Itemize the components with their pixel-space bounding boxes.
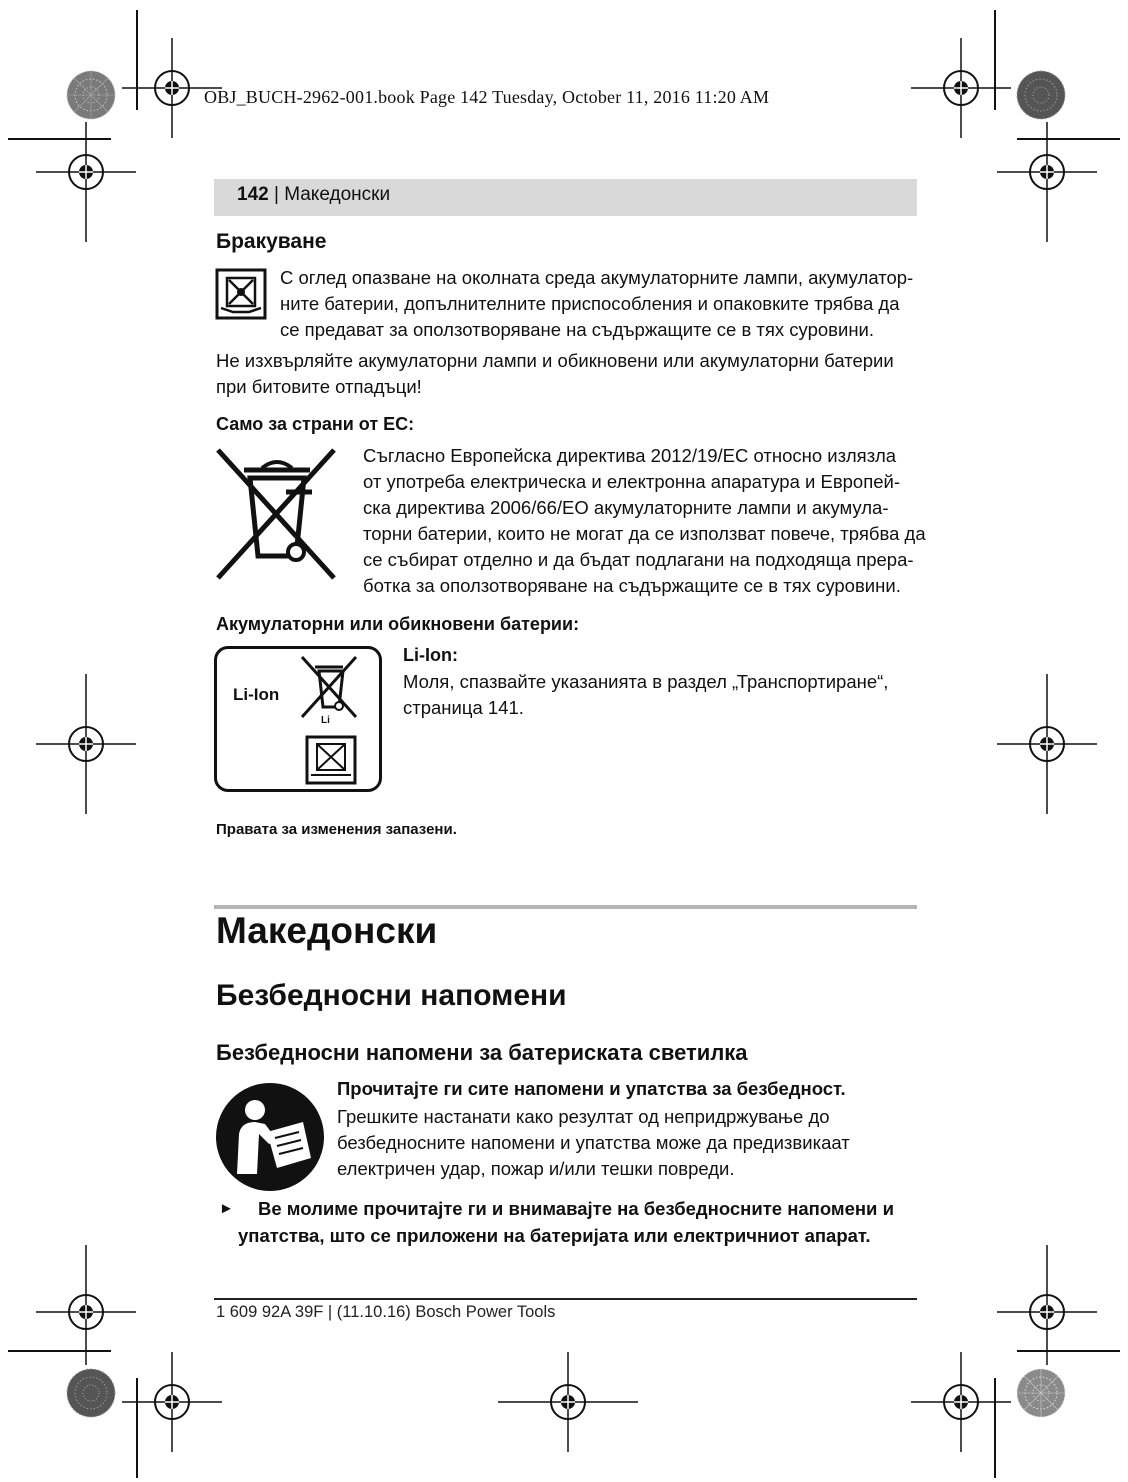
text-line: С оглед опазване на околната среда акумулаторните лампи, акумулатор- (280, 267, 914, 288)
text-line: Грешките настанати како резултат од непридржување до (337, 1106, 830, 1127)
footer-rule (214, 1298, 917, 1300)
battery-lamp-safety-heading: Безбедносни напомени за батериската светилка (216, 1040, 748, 1065)
text-line: безбедносните напомени и упатства може да предизвикаат (337, 1132, 850, 1153)
language-section-title: Македонски (216, 910, 438, 951)
recycle-packaging-icon (215, 268, 267, 320)
text-line: от употреба електрическа и електронна апаратура и Европей- (363, 471, 901, 492)
section-divider (214, 905, 917, 909)
li-ion-battery-disposal-icon (214, 646, 382, 792)
page-header-separator: | (268, 184, 285, 205)
registration-target-icon (997, 122, 1097, 242)
eu-directive-text (363, 443, 926, 599)
li-ion-title: Li-Ion: (403, 645, 458, 665)
disposal-heading: Бракуване (216, 230, 327, 253)
text-line: се събират отделно и да бъдат подлагани на подходяща прера- (363, 549, 914, 570)
text-line: Не изхвърляйте акумулаторни лампи и обикновени или акумулаторни батерии (216, 350, 894, 371)
recycle-packaging-small-icon (305, 735, 357, 785)
registration-target-icon (122, 1352, 222, 1452)
registration-target-icon (997, 674, 1097, 814)
text-line: страница 141. (403, 697, 524, 718)
bullet-arrow-icon: ► (219, 1200, 234, 1217)
color-calibration-rosette-icon (66, 70, 116, 120)
page-header (237, 184, 390, 206)
eu-only-heading: Само за страни от ЕС: (216, 414, 415, 434)
bullet-text-line-2: упатства, што се приложени на батеријата или електричниот апарат. (238, 1225, 871, 1246)
page-number: 142 (237, 184, 269, 205)
text-line: ска директива 2006/66/ЕО акумулаторните лампи и акумула- (363, 497, 889, 518)
registration-target-icon (498, 1352, 638, 1452)
li-ion-note (403, 669, 888, 721)
read-instructions-text (337, 1104, 850, 1182)
color-calibration-rosette-icon (1016, 70, 1066, 120)
registration-target-icon (36, 674, 136, 814)
li-small-label: Li (321, 715, 330, 726)
registration-target-icon (911, 38, 1011, 138)
rights-reserved-note: Правата за изменения запазени. (216, 821, 457, 838)
registration-target-icon (36, 1245, 136, 1365)
registration-target-icon (997, 1245, 1097, 1365)
disposal-warning (216, 348, 894, 400)
text-line: ботка за оползотворяване на съдържащите се в тях суровини. (363, 575, 901, 596)
crossed-out-wheelie-bin-icon (214, 448, 340, 584)
safety-notes-heading: Безбедносни напомени (216, 979, 567, 1012)
text-line: електричен удар, пожар и/или тешки повреди. (337, 1158, 735, 1179)
li-ion-label: Li-Ion (233, 685, 280, 704)
text-line: торни батерии, които не могат да се използват повече, трябва да (363, 523, 926, 544)
disposal-intro (280, 265, 913, 343)
page-header-language: Македонски (284, 184, 391, 205)
read-manual-icon (215, 1082, 325, 1192)
read-instructions-bold: Прочитајте ги сите напомени и упатства за безбедност. (337, 1078, 846, 1099)
bullet-text-line-1: Ве молиме прочитајте ги и внимавајте на безбедносните напомени и (258, 1198, 894, 1219)
text-line: при битовите отпадъци! (216, 376, 422, 397)
print-job-header: OBJ_BUCH-2962-001.book Page 142 Tuesday, October 11, 2016 11:20 AM (204, 87, 770, 107)
text-line: Моля, спазвайте указанията в раздел „Транспортиране“, (403, 671, 889, 692)
batteries-heading: Акумулаторни или обикновени батерии: (216, 614, 580, 634)
color-calibration-rosette-icon (66, 1368, 116, 1418)
registration-target-icon (911, 1352, 1011, 1452)
registration-target-icon (36, 122, 136, 242)
text-line: се предават за оползотворяване на съдържащите се в тях суровини. (280, 319, 875, 340)
text-line: Съгласно Европейска директива 2012/19/ЕС относно излязла (363, 445, 897, 466)
footer-document-id: 1 609 92A 39F | (11.10.16) Bosch Power Tools (216, 1303, 556, 1321)
color-calibration-rosette-icon (1016, 1368, 1066, 1418)
text-line: ните батерии, допълнителните приспособления и опаковките трябва да (280, 293, 900, 314)
